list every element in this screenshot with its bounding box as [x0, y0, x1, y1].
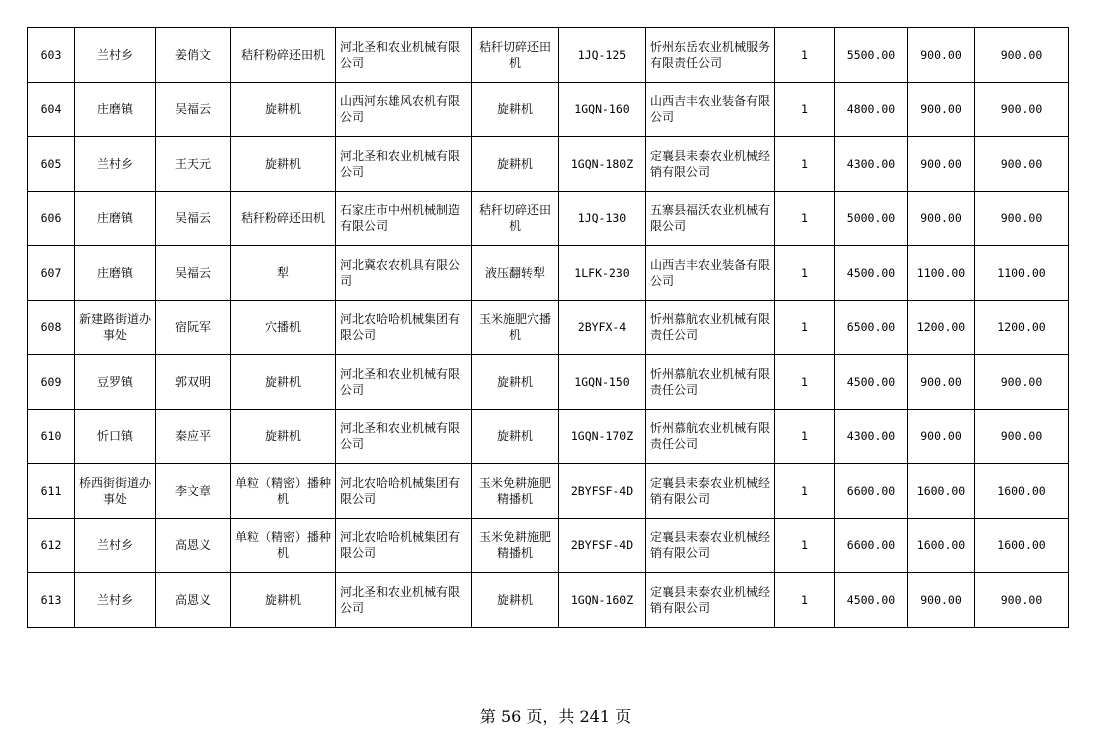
cell-model-number: 1JQ-125	[559, 28, 646, 83]
cell-subsidy-amount: 900.00	[908, 137, 975, 192]
cell-row-number: 611	[28, 464, 75, 519]
cell-total-subsidy: 1100.00	[975, 246, 1069, 301]
cell-dealer: 山西吉丰农业装备有限公司	[646, 246, 775, 301]
cell-sale-price: 6500.00	[835, 300, 908, 355]
cell-farmer-name: 宿阮军	[156, 300, 231, 355]
cell-township: 新建路街道办事处	[75, 300, 156, 355]
cell-dealer: 山西吉丰农业装备有限公司	[646, 82, 775, 137]
cell-subsidy-amount: 1600.00	[908, 518, 975, 573]
table-row	[28, 355, 1069, 410]
cell-model-number: 1GQN-170Z	[559, 409, 646, 464]
cell-product-name: 玉米免耕施肥精播机	[472, 464, 559, 519]
cell-manufacturer: 河北农哈哈机械集团有限公司	[336, 300, 472, 355]
cell-dealer: 定襄县耒泰农业机械经销有限公司	[646, 464, 775, 519]
cell-subsidy-amount: 900.00	[908, 28, 975, 83]
cell-row-number: 610	[28, 409, 75, 464]
page-number: 第 56 页，共 241 页	[479, 707, 632, 726]
cell-manufacturer: 山西河东雄风农机有限公司	[336, 82, 472, 137]
cell-row-number: 604	[28, 82, 75, 137]
cell-township: 庄磨镇	[75, 191, 156, 246]
cell-quantity: 1	[775, 82, 835, 137]
cell-farmer-name: 吴福云	[156, 246, 231, 301]
subsidy-table	[27, 27, 1069, 628]
cell-dealer: 定襄县耒泰农业机械经销有限公司	[646, 137, 775, 192]
table-row	[28, 300, 1069, 355]
cell-row-number: 605	[28, 137, 75, 192]
cell-farmer-name: 李文章	[156, 464, 231, 519]
cell-manufacturer: 河北冀农农机具有限公司	[336, 246, 472, 301]
cell-township: 兰村乡	[75, 137, 156, 192]
cell-dealer: 忻州慕航农业机械有限责任公司	[646, 300, 775, 355]
cell-farmer-name: 吴福云	[156, 191, 231, 246]
cell-sale-price: 4500.00	[835, 573, 908, 628]
cell-subsidy-amount: 1600.00	[908, 464, 975, 519]
cell-row-number: 612	[28, 518, 75, 573]
cell-dealer: 忻州东岳农业机械服务有限责任公司	[646, 28, 775, 83]
cell-dealer: 五寨县福沃农业机械有限公司	[646, 191, 775, 246]
cell-farmer-name: 王天元	[156, 137, 231, 192]
cell-row-number: 607	[28, 246, 75, 301]
cell-quantity: 1	[775, 28, 835, 83]
cell-township: 庄磨镇	[75, 246, 156, 301]
cell-machine-category: 旋耕机	[231, 355, 336, 410]
cell-sale-price: 5000.00	[835, 191, 908, 246]
cell-sale-price: 4300.00	[835, 409, 908, 464]
cell-model-number: 1GQN-150	[559, 355, 646, 410]
cell-product-name: 旋耕机	[472, 573, 559, 628]
cell-product-name: 玉米施肥穴播机	[472, 300, 559, 355]
cell-dealer: 定襄县耒泰农业机械经销有限公司	[646, 573, 775, 628]
cell-township: 豆罗镇	[75, 355, 156, 410]
cell-total-subsidy: 1200.00	[975, 300, 1069, 355]
cell-dealer: 定襄县耒泰农业机械经销有限公司	[646, 518, 775, 573]
cell-quantity: 1	[775, 137, 835, 192]
table-row	[28, 246, 1069, 301]
cell-row-number: 608	[28, 300, 75, 355]
cell-manufacturer: 河北农哈哈机械集团有限公司	[336, 518, 472, 573]
table-row	[28, 28, 1069, 83]
cell-model-number: 1GQN-160	[559, 82, 646, 137]
cell-machine-category: 单粒（精密）播种机	[231, 518, 336, 573]
table-row	[28, 464, 1069, 519]
cell-quantity: 1	[775, 464, 835, 519]
cell-total-subsidy: 900.00	[975, 573, 1069, 628]
cell-sale-price: 4500.00	[835, 355, 908, 410]
cell-product-name: 玉米免耕施肥精播机	[472, 518, 559, 573]
cell-sale-price: 4500.00	[835, 246, 908, 301]
cell-row-number: 609	[28, 355, 75, 410]
cell-model-number: 1GQN-180Z	[559, 137, 646, 192]
cell-township: 兰村乡	[75, 28, 156, 83]
cell-farmer-name: 秦应平	[156, 409, 231, 464]
cell-product-name: 旋耕机	[472, 137, 559, 192]
cell-total-subsidy: 1600.00	[975, 464, 1069, 519]
cell-quantity: 1	[775, 355, 835, 410]
cell-subsidy-amount: 1100.00	[908, 246, 975, 301]
cell-quantity: 1	[775, 409, 835, 464]
cell-total-subsidy: 900.00	[975, 409, 1069, 464]
cell-model-number: 2BYFSF-4D	[559, 518, 646, 573]
cell-manufacturer: 河北圣和农业机械有限公司	[336, 28, 472, 83]
table-row	[28, 191, 1069, 246]
cell-quantity: 1	[775, 518, 835, 573]
cell-product-name: 秸秆切碎还田机	[472, 28, 559, 83]
cell-row-number: 606	[28, 191, 75, 246]
cell-row-number: 603	[28, 28, 75, 83]
cell-manufacturer: 河北农哈哈机械集团有限公司	[336, 464, 472, 519]
table-row	[28, 518, 1069, 573]
cell-total-subsidy: 900.00	[975, 355, 1069, 410]
cell-machine-category: 犁	[231, 246, 336, 301]
cell-sale-price: 6600.00	[835, 518, 908, 573]
cell-model-number: 1JQ-130	[559, 191, 646, 246]
cell-sale-price: 6600.00	[835, 464, 908, 519]
cell-row-number: 613	[28, 573, 75, 628]
cell-subsidy-amount: 1200.00	[908, 300, 975, 355]
cell-township: 兰村乡	[75, 518, 156, 573]
cell-product-name: 秸秆切碎还田机	[472, 191, 559, 246]
cell-quantity: 1	[775, 573, 835, 628]
table-row	[28, 137, 1069, 192]
cell-township: 庄磨镇	[75, 82, 156, 137]
cell-product-name: 液压翻转犁	[472, 246, 559, 301]
cell-machine-category: 单粒（精密）播种机	[231, 464, 336, 519]
cell-subsidy-amount: 900.00	[908, 409, 975, 464]
cell-machine-category: 旋耕机	[231, 82, 336, 137]
cell-dealer: 忻州慕航农业机械有限责任公司	[646, 409, 775, 464]
cell-total-subsidy: 900.00	[975, 82, 1069, 137]
cell-manufacturer: 河北圣和农业机械有限公司	[336, 409, 472, 464]
cell-farmer-name: 高恩义	[156, 573, 231, 628]
cell-total-subsidy: 900.00	[975, 137, 1069, 192]
cell-total-subsidy: 900.00	[975, 191, 1069, 246]
cell-township: 桥西街街道办事处	[75, 464, 156, 519]
cell-quantity: 1	[775, 300, 835, 355]
cell-manufacturer: 河北圣和农业机械有限公司	[336, 573, 472, 628]
cell-subsidy-amount: 900.00	[908, 191, 975, 246]
cell-manufacturer: 石家庄市中州机械制造有限公司	[336, 191, 472, 246]
table-row	[28, 409, 1069, 464]
cell-farmer-name: 吴福云	[156, 82, 231, 137]
cell-machine-category: 旋耕机	[231, 137, 336, 192]
cell-township: 忻口镇	[75, 409, 156, 464]
cell-manufacturer: 河北圣和农业机械有限公司	[336, 137, 472, 192]
cell-farmer-name: 郭双明	[156, 355, 231, 410]
cell-model-number: 2BYFX-4	[559, 300, 646, 355]
cell-model-number: 2BYFSF-4D	[559, 464, 646, 519]
cell-subsidy-amount: 900.00	[908, 82, 975, 137]
cell-township: 兰村乡	[75, 573, 156, 628]
cell-sale-price: 4800.00	[835, 82, 908, 137]
cell-product-name: 旋耕机	[472, 355, 559, 410]
cell-quantity: 1	[775, 191, 835, 246]
cell-machine-category: 秸秆粉碎还田机	[231, 191, 336, 246]
cell-machine-category: 旋耕机	[231, 409, 336, 464]
cell-product-name: 旋耕机	[472, 82, 559, 137]
table-row	[28, 82, 1069, 137]
cell-machine-category: 穴播机	[231, 300, 336, 355]
cell-subsidy-amount: 900.00	[908, 355, 975, 410]
cell-farmer-name: 姜俏文	[156, 28, 231, 83]
cell-dealer: 忻州慕航农业机械有限责任公司	[646, 355, 775, 410]
cell-total-subsidy: 900.00	[975, 28, 1069, 83]
cell-total-subsidy: 1600.00	[975, 518, 1069, 573]
table-body	[28, 28, 1069, 628]
cell-sale-price: 5500.00	[835, 28, 908, 83]
cell-machine-category: 旋耕机	[231, 573, 336, 628]
cell-farmer-name: 高恩义	[156, 518, 231, 573]
cell-quantity: 1	[775, 246, 835, 301]
cell-product-name: 旋耕机	[472, 409, 559, 464]
cell-machine-category: 秸秆粉碎还田机	[231, 28, 336, 83]
table-row	[28, 573, 1069, 628]
cell-model-number: 1LFK-230	[559, 246, 646, 301]
cell-subsidy-amount: 900.00	[908, 573, 975, 628]
cell-sale-price: 4300.00	[835, 137, 908, 192]
cell-manufacturer: 河北圣和农业机械有限公司	[336, 355, 472, 410]
cell-model-number: 1GQN-160Z	[559, 573, 646, 628]
